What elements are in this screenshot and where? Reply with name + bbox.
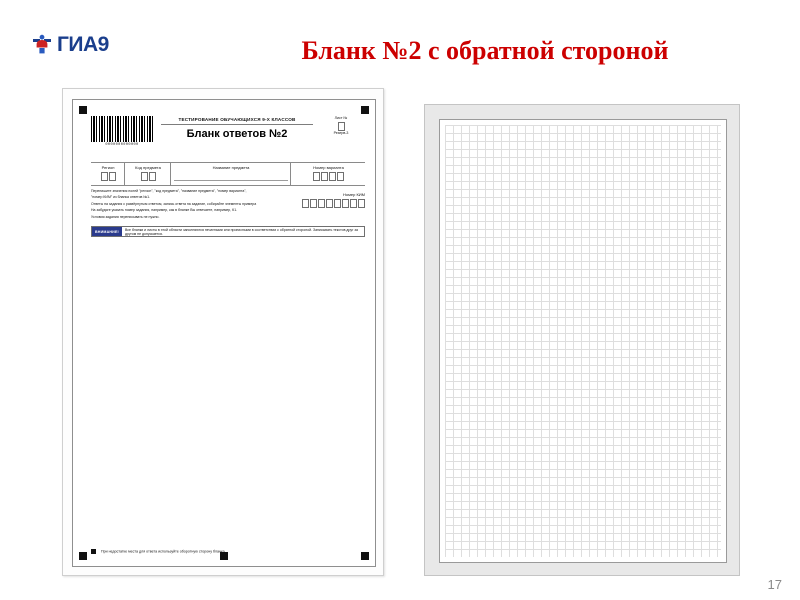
- field-variant-boxes[interactable]: [294, 172, 363, 181]
- barcode-number: 0000000000000: [105, 143, 139, 147]
- field-kim-number[interactable]: [289, 192, 365, 208]
- field-subject-name-line[interactable]: [174, 172, 288, 181]
- field-box[interactable]: [334, 199, 341, 208]
- form-title: Бланк ответов №2: [186, 128, 288, 140]
- registration-mark-icon: [79, 106, 87, 114]
- brand-logo: [30, 32, 109, 56]
- attention-text: Все бланки и листы в этой области заполняются печатными или прописными в соответствии с обратной стороной. Записывать текстов друг за другом не допускается.: [124, 227, 358, 236]
- field-box[interactable]: [101, 172, 108, 181]
- field-variant-label: Номер варианта: [313, 165, 344, 170]
- field-box[interactable]: [149, 172, 156, 181]
- form-footer-note: [91, 549, 226, 554]
- form-footer-note-text: При недостатке места для ответа используйте оборотную сторону бланка.: [101, 549, 226, 554]
- registration-mark-icon: [361, 106, 369, 114]
- field-region[interactable]: [91, 163, 125, 185]
- field-box[interactable]: [302, 199, 309, 208]
- gia9-logo-icon: [30, 32, 54, 56]
- field-box[interactable]: [109, 172, 116, 181]
- header-divider: [161, 124, 313, 125]
- pages-label: Резерв-3: [333, 131, 349, 136]
- field-subject-code-label: Код предмета: [135, 165, 161, 170]
- page-title: Бланк №2 с обратной стороной: [301, 36, 669, 65]
- field-box[interactable]: [141, 172, 148, 181]
- brand-name: ГИА9: [57, 32, 109, 56]
- field-subject-code-boxes[interactable]: [128, 172, 168, 181]
- registration-mark-icon: [361, 552, 369, 560]
- field-box[interactable]: [321, 172, 328, 181]
- form-header: [91, 116, 365, 158]
- instruction-line: Ответы на задания с развёрнутым ответом, запись ответа на задание, собирайте элементы примера: [91, 201, 257, 206]
- answer-form-front-page: [72, 99, 376, 567]
- instruction-line: Перепишите значения полей "регион", "код предмета", "название предмета", "номер варианта",: [91, 189, 247, 193]
- field-box[interactable]: [318, 199, 325, 208]
- attention-bar: [91, 226, 365, 237]
- organization-line: ТЕСТИРОВАНИЕ ОБУЧАЮЩИХСЯ 9-Х КЛАССОВ: [178, 117, 296, 122]
- field-kim-number-boxes[interactable]: [289, 199, 365, 208]
- field-subject-name[interactable]: [171, 163, 291, 185]
- field-box[interactable]: [342, 199, 349, 208]
- field-box[interactable]: [310, 199, 317, 208]
- instruction-line: На забудьте указать номер задания, например, как в бланке Вы отвечаете, например, К1.: [91, 208, 238, 213]
- instruction-line: Условия задания переписывать не нужно.: [91, 214, 160, 219]
- attention-badge: ВНИМАНИЕ!: [92, 227, 122, 236]
- field-box[interactable]: [313, 172, 320, 181]
- field-box[interactable]: [337, 172, 344, 181]
- slide-page-number: 17: [767, 577, 782, 592]
- field-kim-number-label: Номер КИМ: [343, 192, 365, 197]
- instruction-line: "номер КИМ" из бланка ответов №1.: [91, 195, 151, 200]
- field-box[interactable]: [358, 199, 365, 208]
- field-box[interactable]: [329, 172, 336, 181]
- sheet-number-label: Лист №: [334, 116, 348, 120]
- square-marker-icon: [91, 549, 96, 554]
- sheet-number-block: [317, 116, 365, 137]
- field-box[interactable]: [326, 199, 333, 208]
- field-subject-name-label: Название предмета: [212, 165, 250, 170]
- answer-form-reverse: [424, 104, 740, 576]
- field-variant[interactable]: [291, 163, 365, 185]
- answer-writing-area[interactable]: [91, 242, 365, 540]
- answer-form-reverse-page: [439, 119, 727, 563]
- field-region-label: Регион: [101, 165, 115, 170]
- field-region-boxes[interactable]: [94, 172, 122, 181]
- field-subject-code[interactable]: [125, 163, 171, 185]
- form-fields-row: [91, 162, 365, 186]
- grid-writing-area[interactable]: [445, 125, 721, 557]
- sheet-number-cell[interactable]: [338, 122, 345, 131]
- sheet-number-cells[interactable]: [317, 122, 365, 131]
- answer-form-front: [62, 88, 384, 576]
- field-box[interactable]: [350, 199, 357, 208]
- registration-mark-icon: [79, 552, 87, 560]
- barcode-icon: [91, 116, 153, 142]
